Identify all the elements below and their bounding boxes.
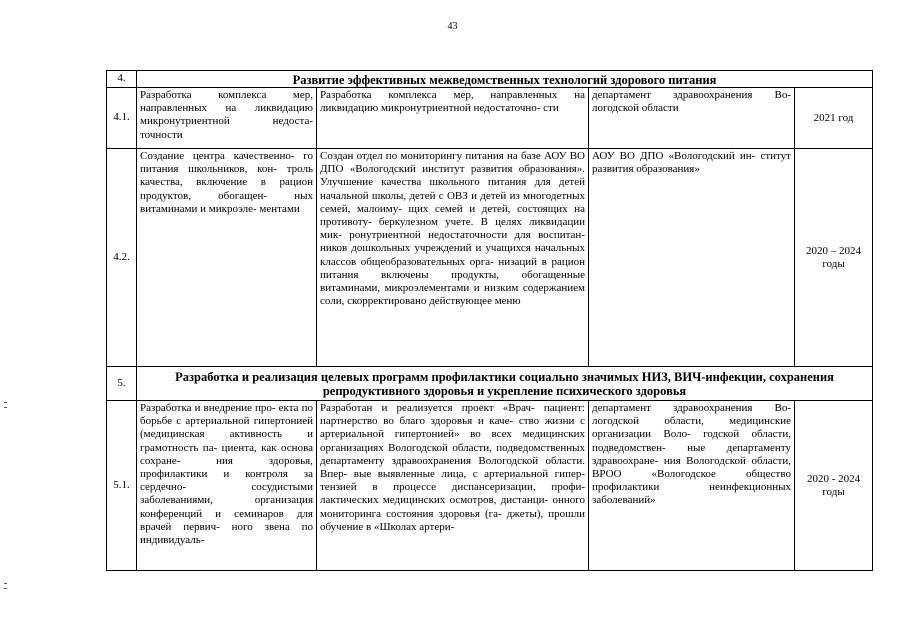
section-row-5: [107, 367, 873, 401]
row-number: 4.1.: [107, 88, 137, 149]
margin-mark: [4, 407, 7, 408]
executor-cell: департамент здравоохранения Во- логодской области: [589, 88, 795, 149]
result-cell: Разработан и реализуется проект «Врач- пациент: партнерство во благо здоровья и каче- ство жизни с артериальной гипертонией» во всех медицинских организациях Вологодской области, подведомственных департаменту здравоохранения Вологодской области. Впер- вые выявленные лица, с артериальной гипер- тензией в процессе диспансеризации, профи- лактических медицинских осмотров, дистанци- онного мониторинга состояния здоровья (га- джеты), прошли обучение в «Школах артери-: [317, 401, 589, 571]
margin-mark: [4, 588, 7, 589]
margin-mark: [4, 583, 7, 584]
result-cell: Создан отдел по мониторингу питания на базе АОУ ВО ДПО «Вологодский институт развития образования». Улучшение качества школьного питания для детей начальной школы, детей с ОВЗ и детей из многодетных семей, малоиму- щих семей и детей, состоящих на противоту- беркулезном учете. В целях ликвидации мик- ронутриентной недостаточности для воспитан- ников дошкольных учреждений и учащихся начальных классов общеобразовательных орга- низаций в рацион питания включены продукты, обогащенные витаминами, микроэлементами и низким содержанием соли, скорректировано действующее меню: [317, 149, 589, 367]
executor-cell: АОУ ВО ДПО «Вологодский ин- ститут развития образования»: [589, 149, 795, 367]
term-cell: 2020 - 2024 годы: [795, 401, 873, 571]
section-title: Разработка и реализация целевых программ профилактики социально значимых НИЗ, ВИЧ-инфекции, сохранения репродуктивного здоровья и укрепление психического здоровья: [137, 367, 873, 401]
section-number: 4.: [107, 71, 137, 88]
row-number: 5.1.: [107, 401, 137, 571]
term-cell: 2021 год: [795, 88, 873, 149]
page-number: 43: [447, 21, 458, 32]
executor-cell: департамент здравоохранения Во- логодской области, медицинские организации Воло- годской области, подведомствен- ные департаменту здравоохране- ния Вологодской области, ВРОО «Вологодское общество профилактики неинфекционных заболеваний»: [589, 401, 795, 571]
section-title: Развитие эффективных межведомственных технологий здорового питания: [137, 71, 873, 88]
result-cell: Разработка комплекса мер, направленных на ликвидацию микронутриентной недостаточно- сти: [317, 88, 589, 149]
term-cell: 2020 – 2024 годы: [795, 149, 873, 367]
activity-cell: Разработка комплекса мер, направленных на ликвидацию микронутриентной недоста- точности: [137, 88, 317, 149]
table-row-4-1: [107, 88, 873, 149]
table-row-4-2: [107, 149, 873, 367]
activity-cell: Разработка и внедрение про- екта по борьбе с артериальной гипертонией (медицинская активность и грамотность па- циента, как основа сохране- ния здоровья, профилактики и контроля за сердечно- сосудистыми заболеваниями, организация конференций и семинаров для врачей первич- ного звена по индивидуаль-: [137, 401, 317, 571]
margin-mark: [4, 402, 7, 403]
section-number: 5.: [107, 367, 137, 401]
table-row-5-1: [107, 401, 873, 571]
row-number: 4.2.: [107, 149, 137, 367]
measures-table: [106, 70, 873, 571]
activity-cell: Создание центра качественно- го питания школьников, кон- троль качества, включение в рацион продуктов, обогащен- ных витаминами и микроэле- ментами: [137, 149, 317, 367]
section-row-4: [107, 71, 873, 88]
